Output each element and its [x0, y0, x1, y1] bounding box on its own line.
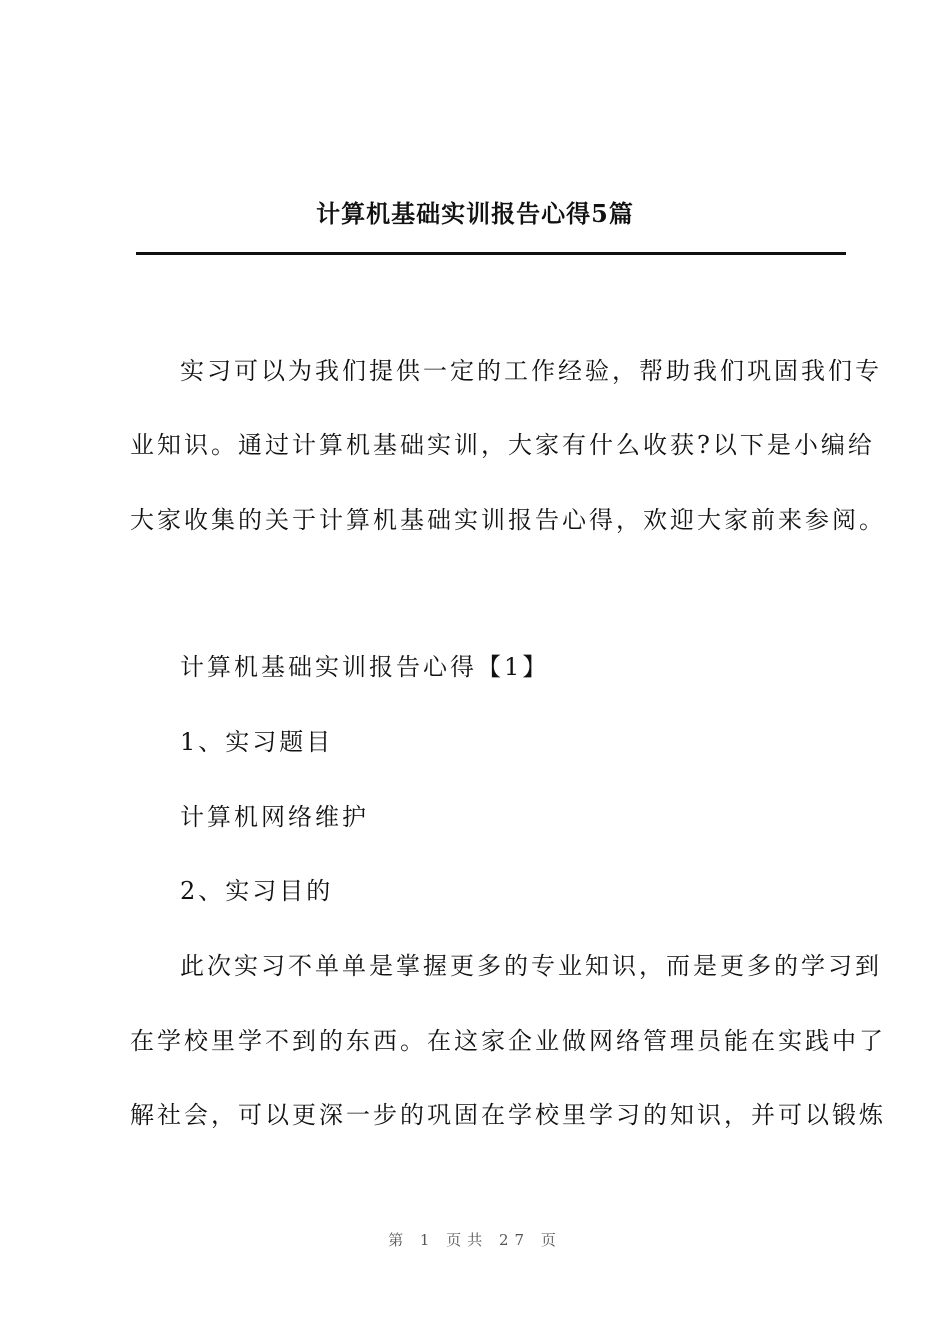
item1-heading: 1、实习题目 [180, 728, 334, 756]
item2-heading: 2、实习目的 [180, 877, 334, 905]
page-title: 计算机基础实训报告心得5篇 [316, 199, 634, 228]
item2-line-1: 此次实习不单单是掌握更多的专业知识，而是更多的学习到 [180, 952, 882, 980]
intro-line-3: 大家收集的关于计算机基础实训报告心得，欢迎大家前来参阅。 [130, 506, 886, 534]
intro-line-1: 实习可以为我们提供一定的工作经验，帮助我们巩固我们专 [180, 357, 882, 385]
item1-text: 计算机网络维护 [180, 803, 369, 831]
section-heading: 计算机基础实训报告心得【1】 [180, 653, 550, 681]
item2-line-3: 解社会，可以更深一步的巩固在学校里学习的知识，并可以锻炼 [130, 1101, 886, 1129]
intro-line-2: 业知识。通过计算机基础实训，大家有什么收获?以下是小编给 [130, 431, 875, 459]
item2-line-2: 在学校里学不到的东西。在这家企业做网络管理员能在实践中了 [130, 1027, 886, 1055]
page-footer: 第 1 页共 27 页 [388, 1231, 562, 1249]
title-divider [136, 252, 846, 255]
